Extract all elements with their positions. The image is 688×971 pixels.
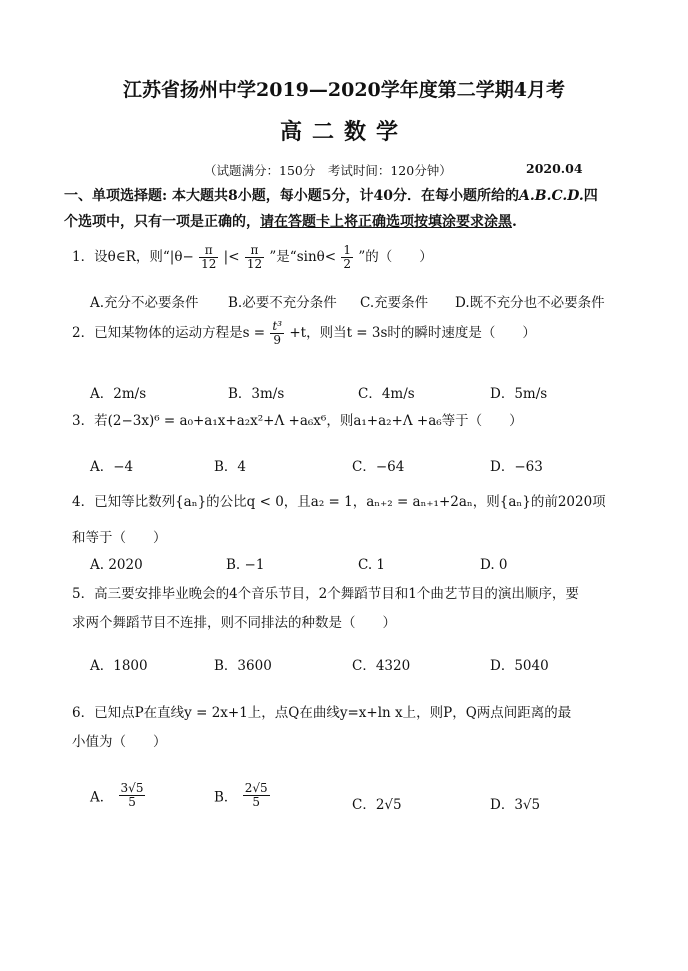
q1-fraction-pi-12b: [245, 244, 264, 271]
exam-title: 江苏省扬州中学2019—2020学年度第二学期4月考: [123, 79, 565, 101]
q2-option-c[interactable]: C．4m/s: [358, 386, 415, 402]
q5-option-c[interactable]: C．4320: [352, 658, 411, 674]
q5-option-d[interactable]: D．5040: [490, 658, 549, 674]
section-instructions-line2: [64, 211, 517, 231]
q2-text-end: +t，则当t = 3s时的瞬时速度是（ ）: [289, 325, 536, 341]
q1-option-b[interactable]: B.必要不充分条件: [228, 295, 337, 311]
question-5-line2: 求两个舞蹈节目不连排，则不同排法的种数是（ ）: [72, 615, 396, 631]
q6-option-b-fraction: [243, 782, 270, 809]
frac-den: 9: [270, 333, 284, 347]
section-instructions-line1: [64, 185, 598, 205]
section-text: 一、单项选择题: 本大题共8小题，每小题5分，计40分．在每小题所给的: [64, 188, 520, 204]
q1-fraction-pi-12: [199, 244, 218, 271]
q2-text: 2．已知某物体的运动方程是s =: [72, 325, 266, 341]
q1-option-d[interactable]: D.既不充分也不必要条件: [455, 295, 605, 311]
q3-option-c[interactable]: C．−64: [352, 459, 405, 475]
section-text: 个选项中，只有一项是正确的，: [64, 214, 260, 230]
question-1: [72, 244, 433, 271]
option-label: B．: [214, 789, 238, 806]
q3-option-a[interactable]: A．−4: [90, 459, 134, 475]
frac-num: π: [204, 243, 213, 257]
q6-option-a-fraction: [119, 782, 146, 809]
q5-option-b[interactable]: B．3600: [214, 658, 272, 674]
q2-option-a[interactable]: A．2m/s: [90, 386, 147, 402]
section-letters: A.B.C.D.: [519, 188, 584, 204]
q4-option-b[interactable]: B. −1: [226, 557, 265, 573]
question-4-line2: 和等于（ ）: [72, 530, 167, 546]
frac-den: 5: [119, 795, 146, 809]
section-period: .: [512, 214, 517, 230]
q1-text-mid2: ”是“sinθ<: [269, 249, 337, 265]
question-6-line2: 小值为（ ）: [72, 734, 167, 750]
q5-option-a[interactable]: A．1800: [90, 658, 148, 674]
section-underlined: 请在答题卡上将正确选项按填涂要求涂黑: [260, 214, 512, 230]
q6-option-c[interactable]: C．2√5: [352, 797, 402, 813]
question-6-line1: 6．已知点P在直线y = 2x+1上，点Q在曲线y=x+ln x上，则P，Q两点间距离的最: [72, 705, 572, 721]
frac-num: 1: [343, 243, 352, 257]
q1-fraction-half: [341, 244, 353, 271]
q1-text-end: ”的（ ）: [358, 249, 433, 265]
q1-option-a[interactable]: A.充分不必要条件: [90, 295, 199, 311]
q2-option-d[interactable]: D．5m/s: [490, 386, 548, 402]
frac-num: t³: [272, 319, 283, 333]
frac-num: 3√5: [120, 781, 144, 795]
exam-date: 2020.04: [526, 161, 583, 176]
q4-option-d[interactable]: D. 0: [480, 557, 508, 573]
frac-den: 2: [343, 257, 352, 271]
frac-num: π: [250, 243, 259, 257]
q1-text-mid: |<: [223, 249, 240, 265]
q4-option-a[interactable]: A. 2020: [90, 557, 143, 573]
q3-option-d[interactable]: D．−63: [490, 459, 543, 475]
section-text-end: 四: [583, 188, 598, 204]
frac-den: 12: [201, 257, 217, 271]
frac-den: 5: [243, 795, 270, 809]
frac-num: 2√5: [244, 781, 268, 795]
question-5-line1: 5．高三要安排毕业晚会的4个音乐节目，2个舞蹈节目和1个曲艺节目的演出顺序，要: [72, 586, 579, 602]
q6-option-d[interactable]: D．3√5: [490, 797, 541, 813]
q6-option-a[interactable]: [90, 782, 146, 809]
q2-fraction: [270, 320, 284, 347]
q3-option-b[interactable]: B．4: [214, 459, 247, 475]
q1-option-c[interactable]: C.充要条件: [360, 295, 429, 311]
question-3: 3．若(2−3x)⁶ = a₀+a₁x+a₂x²+Λ +a₆x⁶，则a₁+a₂+Λ +a₆等于（ ）: [72, 413, 523, 429]
exam-subject: 高二数学: [279, 119, 408, 145]
question-2: [72, 320, 536, 347]
frac-den: 12: [246, 257, 263, 271]
option-label: A．: [90, 789, 114, 806]
q6-option-b[interactable]: [214, 782, 271, 809]
exam-info: （试题满分：150分 考试时间：120分钟）: [204, 163, 452, 178]
q1-text: 1．设θ∈R，则“|θ−: [72, 249, 194, 265]
q2-option-b[interactable]: B．3m/s: [228, 386, 285, 402]
q4-option-c[interactable]: C. 1: [358, 557, 386, 573]
question-4-line1: 4．已知等比数列{aₙ}的公比q < 0，且a₂ = 1，aₙ₊₂ = aₙ₊₁+2aₙ，则{aₙ}的前2020项: [72, 494, 606, 510]
